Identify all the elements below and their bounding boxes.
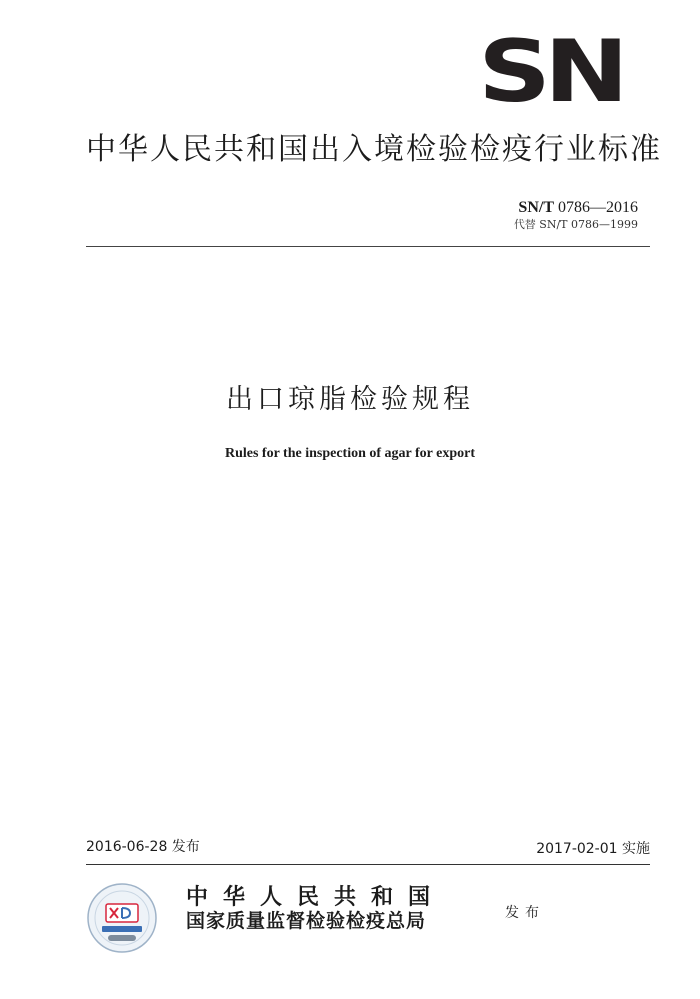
standard-code: 0786—2016 — [558, 199, 638, 216]
document-subtitle-en: Rules for the inspection of agar for export — [224, 446, 476, 461]
issuer-country: 中华人民共和国 — [186, 884, 446, 910]
footer-divider — [86, 864, 650, 865]
standard-number — [518, 198, 638, 218]
industry-standard-title: 中华人民共和国出入境检验检疫行业标准 — [86, 132, 662, 167]
standard-prefix: SN/T — [518, 199, 554, 216]
issuer-agency: 国家质量监督检验检疫总局 — [186, 910, 427, 932]
document-title: 出口琼脂检验规程 — [226, 384, 474, 415]
issue-label: 发布 — [505, 905, 545, 921]
implementation-date: 2017-02-01 实施 — [536, 841, 650, 857]
anti-counterfeit-seal-icon — [86, 882, 158, 954]
issue-date: 2016-06-28 发布 — [86, 839, 200, 855]
sn-logo: SN — [478, 22, 622, 122]
replaces-note: 代替 SN/T 0786—1999 — [513, 218, 638, 231]
header-divider — [86, 246, 650, 247]
